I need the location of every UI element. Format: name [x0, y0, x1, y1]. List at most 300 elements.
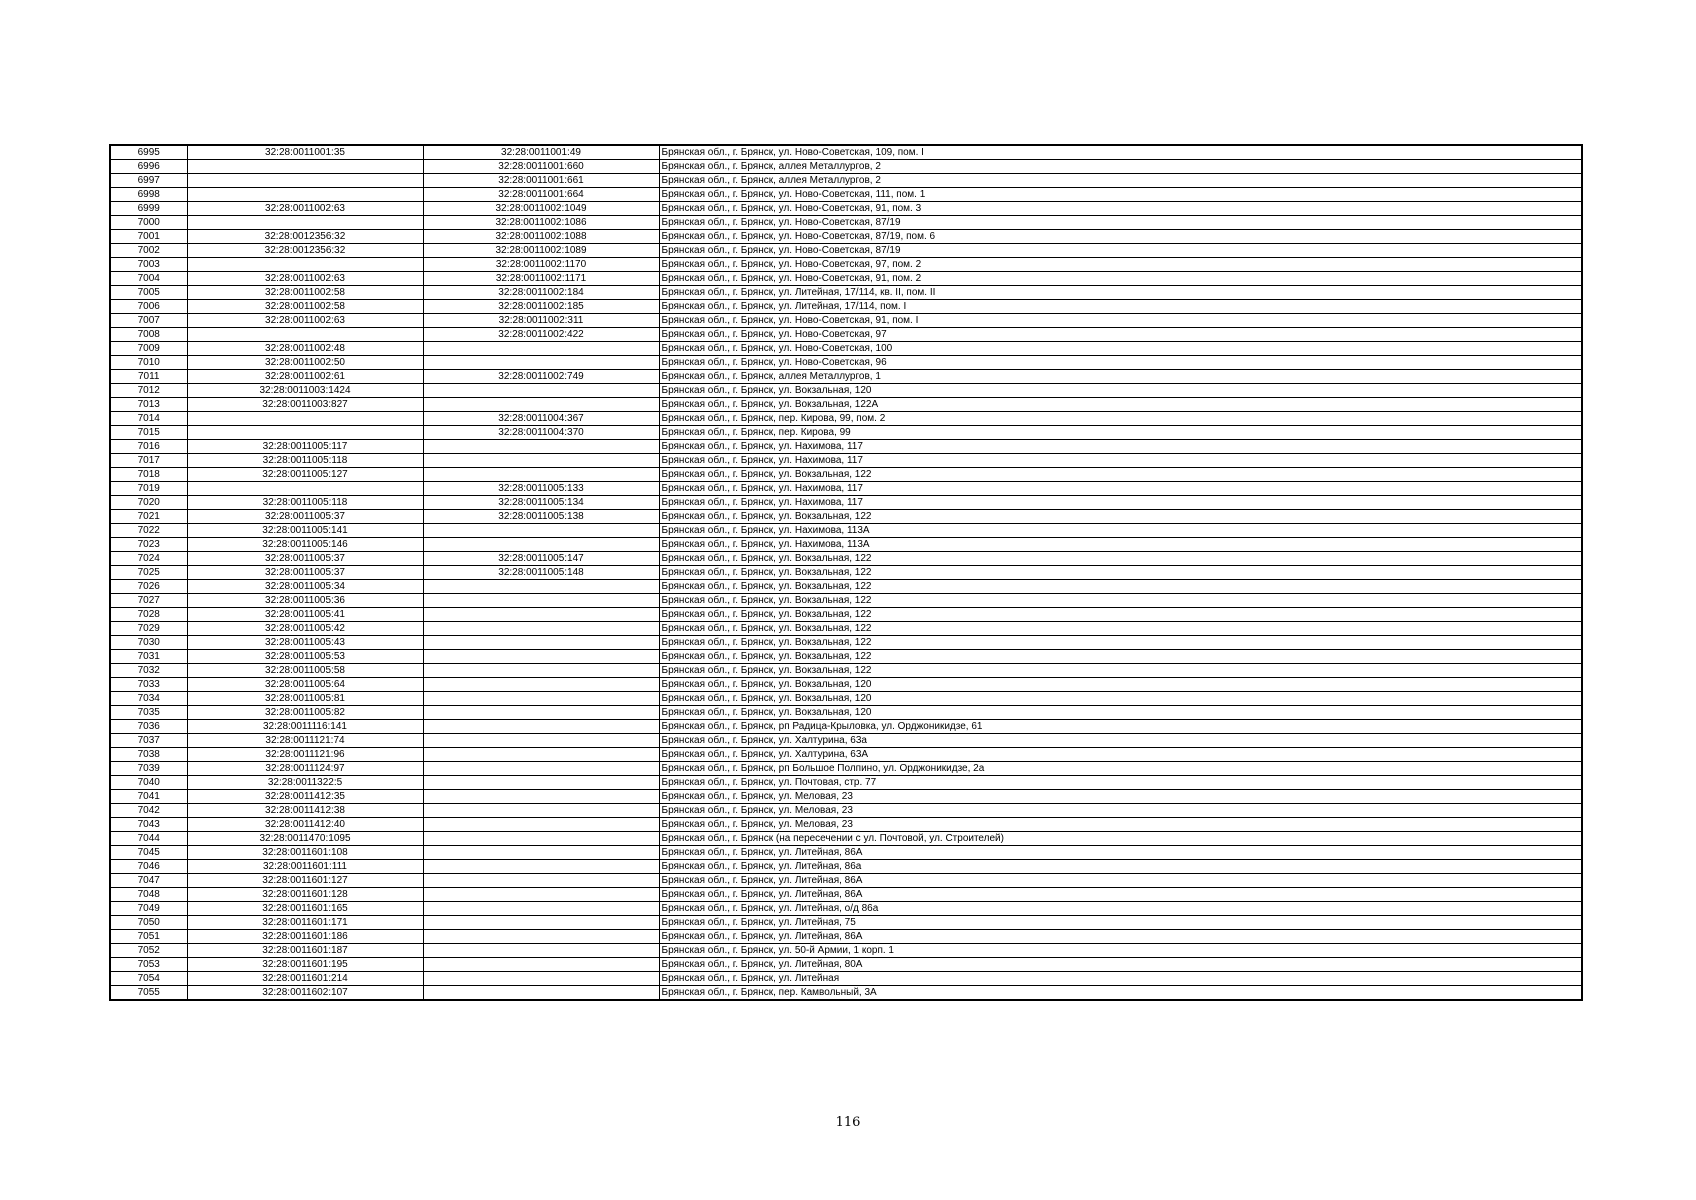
cell-address: Брянская обл., г. Брянск, ул. Литейная, 86а: [659, 860, 1582, 874]
cell-number: 7052: [110, 944, 187, 958]
cell-cadastral-object: [423, 790, 659, 804]
cell-address: Брянская обл., г. Брянск, ул. Вокзальная, 122: [659, 650, 1582, 664]
cell-cadastral-object: 32:28:0011005:147: [423, 552, 659, 566]
cell-cadastral-parcel: [187, 482, 423, 496]
cell-number: 7002: [110, 244, 187, 258]
cell-address: Брянская обл., г. Брянск, аллея Металлургов, 1: [659, 370, 1582, 384]
cell-address: Брянская обл., г. Брянск, ул. Меловая, 23: [659, 790, 1582, 804]
table-row: [110, 804, 1582, 818]
cell-cadastral-parcel: 32:28:0012356:32: [187, 230, 423, 244]
cell-number: 6997: [110, 174, 187, 188]
table-row: [110, 216, 1582, 230]
cell-cadastral-object: [423, 538, 659, 552]
cell-address: Брянская обл., г. Брянск, ул. Ново-Советская, 109, пом. I: [659, 145, 1582, 160]
cell-cadastral-parcel: [187, 426, 423, 440]
cell-number: 7048: [110, 888, 187, 902]
cell-cadastral-object: 32:28:0011002:1049: [423, 202, 659, 216]
table-row: [110, 510, 1582, 524]
cell-cadastral-parcel: [187, 216, 423, 230]
cell-cadastral-object: [423, 930, 659, 944]
cell-cadastral-object: [423, 440, 659, 454]
cell-address: Брянская обл., г. Брянск, ул. Ново-Советская, 91, пом. I: [659, 314, 1582, 328]
cell-address: Брянская обл., г. Брянск, ул. Вокзальная, 122: [659, 552, 1582, 566]
cell-address: Брянская обл., г. Брянск, ул. Ново-Советская, 87/19: [659, 216, 1582, 230]
cell-cadastral-parcel: [187, 328, 423, 342]
table-row: [110, 286, 1582, 300]
table-row: [110, 524, 1582, 538]
cell-cadastral-object: 32:28:0011004:367: [423, 412, 659, 426]
cell-address: Брянская обл., г. Брянск, ул. Нахимова, 113А: [659, 538, 1582, 552]
cell-cadastral-parcel: 32:28:0011124:97: [187, 762, 423, 776]
cell-address: Брянская обл., г. Брянск, ул. Ново-Советская, 96: [659, 356, 1582, 370]
cell-number: 7051: [110, 930, 187, 944]
cell-cadastral-parcel: 32:28:0011002:48: [187, 342, 423, 356]
cell-number: 7011: [110, 370, 187, 384]
cell-address: Брянская обл., г. Брянск (на пересечении с ул. Почтовой, ул. Строителей): [659, 832, 1582, 846]
cell-number: 7030: [110, 636, 187, 650]
cell-cadastral-object: [423, 524, 659, 538]
cell-cadastral-object: [423, 762, 659, 776]
cell-cadastral-parcel: [187, 174, 423, 188]
table-body: [110, 145, 1582, 1000]
cell-cadastral-object: 32:28:0011001:49: [423, 145, 659, 160]
cell-number: 7006: [110, 300, 187, 314]
cell-cadastral-parcel: 32:28:0011005:36: [187, 594, 423, 608]
cell-cadastral-parcel: 32:28:0012356:32: [187, 244, 423, 258]
table-row: [110, 958, 1582, 972]
cell-cadastral-parcel: 32:28:0011002:58: [187, 300, 423, 314]
cell-address: Брянская обл., г. Брянск, ул. Вокзальная, 120: [659, 678, 1582, 692]
cell-cadastral-parcel: 32:28:0011005:141: [187, 524, 423, 538]
table-row: [110, 664, 1582, 678]
cell-cadastral-object: 32:28:0011002:1171: [423, 272, 659, 286]
table-row: [110, 692, 1582, 706]
cell-number: 6996: [110, 160, 187, 174]
cell-cadastral-parcel: 32:28:0011005:58: [187, 664, 423, 678]
cell-cadastral-object: [423, 902, 659, 916]
cell-number: 7032: [110, 664, 187, 678]
cell-cadastral-object: 32:28:0011005:133: [423, 482, 659, 496]
cell-number: 7049: [110, 902, 187, 916]
cell-cadastral-object: [423, 846, 659, 860]
cell-address: Брянская обл., г. Брянск, аллея Металлургов, 2: [659, 160, 1582, 174]
table-row: [110, 258, 1582, 272]
cell-cadastral-parcel: 32:28:0011412:40: [187, 818, 423, 832]
table-row: [110, 244, 1582, 258]
cell-number: 7026: [110, 580, 187, 594]
cell-cadastral-parcel: 32:28:0011005:37: [187, 566, 423, 580]
table-row: [110, 762, 1582, 776]
cell-cadastral-object: 32:28:0011002:422: [423, 328, 659, 342]
cell-address: Брянская обл., г. Брянск, ул. Вокзальная, 120: [659, 692, 1582, 706]
cell-address: Брянская обл., г. Брянск, ул. Литейная, 86А: [659, 888, 1582, 902]
cell-number: 7029: [110, 622, 187, 636]
table-row: [110, 538, 1582, 552]
cell-number: 7031: [110, 650, 187, 664]
table-row: [110, 944, 1582, 958]
cell-cadastral-parcel: 32:28:0011002:50: [187, 356, 423, 370]
cell-number: 7037: [110, 734, 187, 748]
table-row: [110, 720, 1582, 734]
cell-address: Брянская обл., г. Брянск, ул. Вокзальная, 122: [659, 664, 1582, 678]
cell-cadastral-object: 32:28:0011002:1086: [423, 216, 659, 230]
cell-number: 7053: [110, 958, 187, 972]
cell-address: Брянская обл., г. Брянск, ул. Вокзальная, 122: [659, 510, 1582, 524]
cell-number: 7000: [110, 216, 187, 230]
cell-cadastral-parcel: 32:28:0011601:195: [187, 958, 423, 972]
cell-address: Брянская обл., г. Брянск, ул. Ново-Советская, 87/19, пом. 6: [659, 230, 1582, 244]
cell-address: Брянская обл., г. Брянск, ул. Вокзальная, 122: [659, 580, 1582, 594]
cell-cadastral-object: [423, 986, 659, 1001]
table-row: [110, 174, 1582, 188]
table-row: [110, 734, 1582, 748]
table-row: [110, 412, 1582, 426]
table-row: [110, 622, 1582, 636]
table-row: [110, 650, 1582, 664]
cell-cadastral-object: 32:28:0011004:370: [423, 426, 659, 440]
cell-cadastral-parcel: 32:28:0011005:118: [187, 454, 423, 468]
cell-number: 7046: [110, 860, 187, 874]
cell-cadastral-object: [423, 650, 659, 664]
table-row: [110, 860, 1582, 874]
cell-address: Брянская обл., г. Брянск, ул. Ново-Советская, 97: [659, 328, 1582, 342]
cell-address: Брянская обл., г. Брянск, ул. 50-й Армии, 1 корп. 1: [659, 944, 1582, 958]
cell-cadastral-object: 32:28:0011005:138: [423, 510, 659, 524]
cell-cadastral-object: 32:28:0011001:660: [423, 160, 659, 174]
cell-address: Брянская обл., г. Брянск, ул. Вокзальная, 122А: [659, 398, 1582, 412]
cell-cadastral-parcel: 32:28:0011003:827: [187, 398, 423, 412]
cell-cadastral-parcel: 32:28:0011001:35: [187, 145, 423, 160]
cell-address: Брянская обл., г. Брянск, ул. Ново-Советская, 111, пом. 1: [659, 188, 1582, 202]
cell-number: 7025: [110, 566, 187, 580]
cell-address: Брянская обл., г. Брянск, ул. Вокзальная, 120: [659, 384, 1582, 398]
cell-cadastral-parcel: 32:28:0011002:63: [187, 314, 423, 328]
cell-cadastral-parcel: [187, 188, 423, 202]
cell-address: Брянская обл., г. Брянск, ул. Нахимова, 117: [659, 496, 1582, 510]
cell-address: Брянская обл., г. Брянск, ул. Нахимова, 117: [659, 440, 1582, 454]
cell-cadastral-parcel: 32:28:0011005:82: [187, 706, 423, 720]
table-row: [110, 426, 1582, 440]
cell-cadastral-object: [423, 692, 659, 706]
cell-cadastral-parcel: 32:28:0011601:165: [187, 902, 423, 916]
table-row: [110, 874, 1582, 888]
table-row: [110, 370, 1582, 384]
cell-number: 7016: [110, 440, 187, 454]
cell-number: 6999: [110, 202, 187, 216]
cell-address: Брянская обл., г. Брянск, ул. Ново-Советская, 97, пом. 2: [659, 258, 1582, 272]
cell-number: 7019: [110, 482, 187, 496]
cell-cadastral-object: [423, 860, 659, 874]
cell-cadastral-parcel: 32:28:0011601:108: [187, 846, 423, 860]
cell-cadastral-object: [423, 342, 659, 356]
table-row: [110, 776, 1582, 790]
cell-cadastral-object: [423, 832, 659, 846]
cell-number: 7050: [110, 916, 187, 930]
cell-cadastral-parcel: 32:28:0011322:5: [187, 776, 423, 790]
cell-cadastral-object: [423, 622, 659, 636]
table-row: [110, 398, 1582, 412]
cell-cadastral-parcel: 32:28:0011005:37: [187, 510, 423, 524]
page-number: 116: [835, 1115, 861, 1130]
cell-address: Брянская обл., г. Брянск, пер. Кирова, 99, пом. 2: [659, 412, 1582, 426]
cell-address: Брянская обл., г. Брянск, ул. Ново-Советская, 91, пом. 2: [659, 272, 1582, 286]
cell-address: Брянская обл., г. Брянск, ул. Нахимова, 117: [659, 482, 1582, 496]
cell-cadastral-parcel: 32:28:0011601:171: [187, 916, 423, 930]
cell-cadastral-object: 32:28:0011002:311: [423, 314, 659, 328]
cell-number: 7047: [110, 874, 187, 888]
table-row: [110, 846, 1582, 860]
cell-cadastral-parcel: 32:28:0011602:107: [187, 986, 423, 1001]
cell-cadastral-parcel: 32:28:0011005:43: [187, 636, 423, 650]
table-row: [110, 790, 1582, 804]
cell-address: Брянская обл., г. Брянск, ул. Вокзальная, 120: [659, 706, 1582, 720]
table-row: [110, 160, 1582, 174]
cell-cadastral-object: 32:28:0011005:134: [423, 496, 659, 510]
cell-cadastral-object: 32:28:0011002:1088: [423, 230, 659, 244]
table-row: [110, 272, 1582, 286]
cell-number: 7034: [110, 692, 187, 706]
cell-address: Брянская обл., г. Брянск, рп Большое Полпино, ул. Орджоникидзе, 2а: [659, 762, 1582, 776]
cell-number: 7012: [110, 384, 187, 398]
cell-cadastral-object: [423, 398, 659, 412]
cell-address: Брянская обл., г. Брянск, ул. Ново-Советская, 100: [659, 342, 1582, 356]
table-row: [110, 972, 1582, 986]
cell-cadastral-parcel: 32:28:0011601:128: [187, 888, 423, 902]
cell-address: Брянская обл., г. Брянск, ул. Литейная, 17/114, кв. II, пом. II: [659, 286, 1582, 300]
cell-cadastral-object: 32:28:0011002:1170: [423, 258, 659, 272]
table-row: [110, 580, 1582, 594]
cell-cadastral-object: [423, 734, 659, 748]
cell-address: Брянская обл., г. Брянск, ул. Ново-Советская, 87/19: [659, 244, 1582, 258]
cell-cadastral-parcel: 32:28:0011003:1424: [187, 384, 423, 398]
cell-number: 7014: [110, 412, 187, 426]
table-row: [110, 454, 1582, 468]
cell-cadastral-object: 32:28:0011002:749: [423, 370, 659, 384]
cell-cadastral-parcel: 32:28:0011005:117: [187, 440, 423, 454]
cell-cadastral-parcel: 32:28:0011005:34: [187, 580, 423, 594]
cell-cadastral-parcel: 32:28:0011005:146: [187, 538, 423, 552]
cell-address: Брянская обл., г. Брянск, рп Радица-Крыловка, ул. Орджоникидзе, 61: [659, 720, 1582, 734]
cell-cadastral-object: 32:28:0011001:661: [423, 174, 659, 188]
cell-number: 7008: [110, 328, 187, 342]
table-row: [110, 636, 1582, 650]
cell-cadastral-parcel: 32:28:0011601:214: [187, 972, 423, 986]
cell-number: 7035: [110, 706, 187, 720]
cell-address: Брянская обл., г. Брянск, ул. Почтовая, стр. 77: [659, 776, 1582, 790]
table-row: [110, 356, 1582, 370]
table-row: [110, 300, 1582, 314]
cell-cadastral-object: [423, 706, 659, 720]
cell-address: Брянская обл., г. Брянск, ул. Нахимова, 117: [659, 454, 1582, 468]
cell-cadastral-object: 32:28:0011005:148: [423, 566, 659, 580]
cell-number: 7010: [110, 356, 187, 370]
cell-cadastral-parcel: 32:28:0011121:74: [187, 734, 423, 748]
cell-cadastral-object: [423, 580, 659, 594]
cell-cadastral-object: [423, 454, 659, 468]
table-row: [110, 552, 1582, 566]
cell-address: Брянская обл., г. Брянск, ул. Меловая, 23: [659, 818, 1582, 832]
cell-number: 7005: [110, 286, 187, 300]
cell-cadastral-object: [423, 972, 659, 986]
cell-cadastral-parcel: 32:28:0011002:61: [187, 370, 423, 384]
cell-cadastral-parcel: 32:28:0011601:187: [187, 944, 423, 958]
cell-cadastral-object: 32:28:0011002:1089: [423, 244, 659, 258]
cell-cadastral-object: 32:28:0011002:184: [423, 286, 659, 300]
cell-address: Брянская обл., г. Брянск, ул. Литейная, 80А: [659, 958, 1582, 972]
cell-cadastral-parcel: 32:28:0011412:38: [187, 804, 423, 818]
cell-number: 7004: [110, 272, 187, 286]
cell-number: 7045: [110, 846, 187, 860]
cell-address: Брянская обл., г. Брянск, ул. Литейная, 75: [659, 916, 1582, 930]
table-row: [110, 384, 1582, 398]
cell-cadastral-object: [423, 384, 659, 398]
cell-number: 7003: [110, 258, 187, 272]
table-row: [110, 916, 1582, 930]
cell-address: Брянская обл., г. Брянск, аллея Металлургов, 2: [659, 174, 1582, 188]
cell-number: 7055: [110, 986, 187, 1001]
cell-number: 7017: [110, 454, 187, 468]
cell-address: Брянская обл., г. Брянск, ул. Литейная, 86А: [659, 874, 1582, 888]
cell-cadastral-parcel: 32:28:0011002:58: [187, 286, 423, 300]
cell-number: 7007: [110, 314, 187, 328]
cell-cadastral-parcel: [187, 412, 423, 426]
cell-number: 7020: [110, 496, 187, 510]
cell-cadastral-object: [423, 916, 659, 930]
document-table: [109, 144, 1583, 1001]
cell-number: 7028: [110, 608, 187, 622]
cell-cadastral-parcel: [187, 258, 423, 272]
cell-cadastral-parcel: 32:28:0011601:127: [187, 874, 423, 888]
cell-number: 7044: [110, 832, 187, 846]
cell-address: Брянская обл., г. Брянск, пер. Кирова, 99: [659, 426, 1582, 440]
cell-number: 7001: [110, 230, 187, 244]
table-row: [110, 188, 1582, 202]
cell-cadastral-object: [423, 958, 659, 972]
cell-number: 7041: [110, 790, 187, 804]
cell-number: 7023: [110, 538, 187, 552]
table-row: [110, 202, 1582, 216]
table-row: [110, 748, 1582, 762]
cell-cadastral-parcel: 32:28:0011005:53: [187, 650, 423, 664]
cell-cadastral-object: [423, 594, 659, 608]
table-row: [110, 818, 1582, 832]
table-row: [110, 230, 1582, 244]
cell-cadastral-parcel: 32:28:0011005:81: [187, 692, 423, 706]
table-row: [110, 328, 1582, 342]
cell-cadastral-object: [423, 776, 659, 790]
table-row: [110, 145, 1582, 160]
cell-cadastral-object: [423, 678, 659, 692]
cell-cadastral-parcel: 32:28:0011002:63: [187, 202, 423, 216]
cell-number: 7033: [110, 678, 187, 692]
cell-cadastral-object: [423, 944, 659, 958]
cell-number: 7040: [110, 776, 187, 790]
cell-cadastral-parcel: [187, 160, 423, 174]
cell-number: 7015: [110, 426, 187, 440]
cell-number: 7021: [110, 510, 187, 524]
cell-address: Брянская обл., г. Брянск, ул. Литейная, о/д 86а: [659, 902, 1582, 916]
cell-cadastral-object: [423, 818, 659, 832]
cell-cadastral-object: [423, 888, 659, 902]
cell-address: Брянская обл., г. Брянск, ул. Нахимова, 113А: [659, 524, 1582, 538]
cell-address: Брянская обл., г. Брянск, ул. Литейная, 17/114, пом. I: [659, 300, 1582, 314]
table-row: [110, 832, 1582, 846]
cell-number: 7018: [110, 468, 187, 482]
cell-cadastral-parcel: 32:28:0011005:41: [187, 608, 423, 622]
cell-cadastral-object: 32:28:0011001:664: [423, 188, 659, 202]
cell-number: 7054: [110, 972, 187, 986]
table-row: [110, 482, 1582, 496]
cell-address: Брянская обл., г. Брянск, ул. Вокзальная, 122: [659, 608, 1582, 622]
cell-number: 6998: [110, 188, 187, 202]
table-row: [110, 496, 1582, 510]
cell-number: 7042: [110, 804, 187, 818]
cell-address: Брянская обл., г. Брянск, ул. Меловая, 23: [659, 804, 1582, 818]
cell-number: 7009: [110, 342, 187, 356]
cell-address: Брянская обл., г. Брянск, ул. Вокзальная, 122: [659, 622, 1582, 636]
cell-number: 7036: [110, 720, 187, 734]
table-row: [110, 566, 1582, 580]
cell-address: Брянская обл., г. Брянск, ул. Вокзальная, 122: [659, 566, 1582, 580]
table-row: [110, 888, 1582, 902]
cell-cadastral-parcel: 32:28:0011116:141: [187, 720, 423, 734]
cell-cadastral-object: [423, 468, 659, 482]
cell-cadastral-parcel: 32:28:0011005:118: [187, 496, 423, 510]
cell-address: Брянская обл., г. Брянск, ул. Халтурина, 63а: [659, 734, 1582, 748]
table-row: [110, 902, 1582, 916]
cell-cadastral-object: [423, 720, 659, 734]
cell-cadastral-parcel: 32:28:0011002:63: [187, 272, 423, 286]
cell-cadastral-object: [423, 356, 659, 370]
cell-cadastral-parcel: 32:28:0011005:64: [187, 678, 423, 692]
cell-address: Брянская обл., г. Брянск, ул. Вокзальная, 122: [659, 636, 1582, 650]
cell-address: Брянская обл., г. Брянск, ул. Халтурина, 63А: [659, 748, 1582, 762]
cell-number: 7024: [110, 552, 187, 566]
cell-cadastral-parcel: 32:28:0011005:37: [187, 552, 423, 566]
cell-number: 7038: [110, 748, 187, 762]
cell-address: Брянская обл., г. Брянск, ул. Литейная, 86А: [659, 930, 1582, 944]
cell-number: 7013: [110, 398, 187, 412]
cell-cadastral-parcel: 32:28:0011121:96: [187, 748, 423, 762]
cell-cadastral-object: [423, 608, 659, 622]
table-row: [110, 706, 1582, 720]
cell-cadastral-object: 32:28:0011002:185: [423, 300, 659, 314]
cell-cadastral-parcel: 32:28:0011470:1095: [187, 832, 423, 846]
cell-number: 6995: [110, 145, 187, 160]
cell-number: 7039: [110, 762, 187, 776]
cell-cadastral-object: [423, 636, 659, 650]
cell-address: Брянская обл., г. Брянск, ул. Вокзальная, 122: [659, 468, 1582, 482]
cell-address: Брянская обл., г. Брянск, ул. Вокзальная, 122: [659, 594, 1582, 608]
table-row: [110, 986, 1582, 1001]
cell-cadastral-parcel: 32:28:0011601:111: [187, 860, 423, 874]
table-row: [110, 678, 1582, 692]
cell-cadastral-object: [423, 874, 659, 888]
table-row: [110, 314, 1582, 328]
cell-cadastral-object: [423, 804, 659, 818]
cell-address: Брянская обл., г. Брянск, пер. Камвольный, 3А: [659, 986, 1582, 1001]
cell-number: 7043: [110, 818, 187, 832]
table-row: [110, 342, 1582, 356]
cell-address: Брянская обл., г. Брянск, ул. Литейная, 86А: [659, 846, 1582, 860]
cell-number: 7022: [110, 524, 187, 538]
table-row: [110, 468, 1582, 482]
cell-cadastral-object: [423, 748, 659, 762]
cell-cadastral-parcel: 32:28:0011005:127: [187, 468, 423, 482]
table-row: [110, 594, 1582, 608]
cell-number: 7027: [110, 594, 187, 608]
cell-cadastral-parcel: 32:28:0011005:42: [187, 622, 423, 636]
